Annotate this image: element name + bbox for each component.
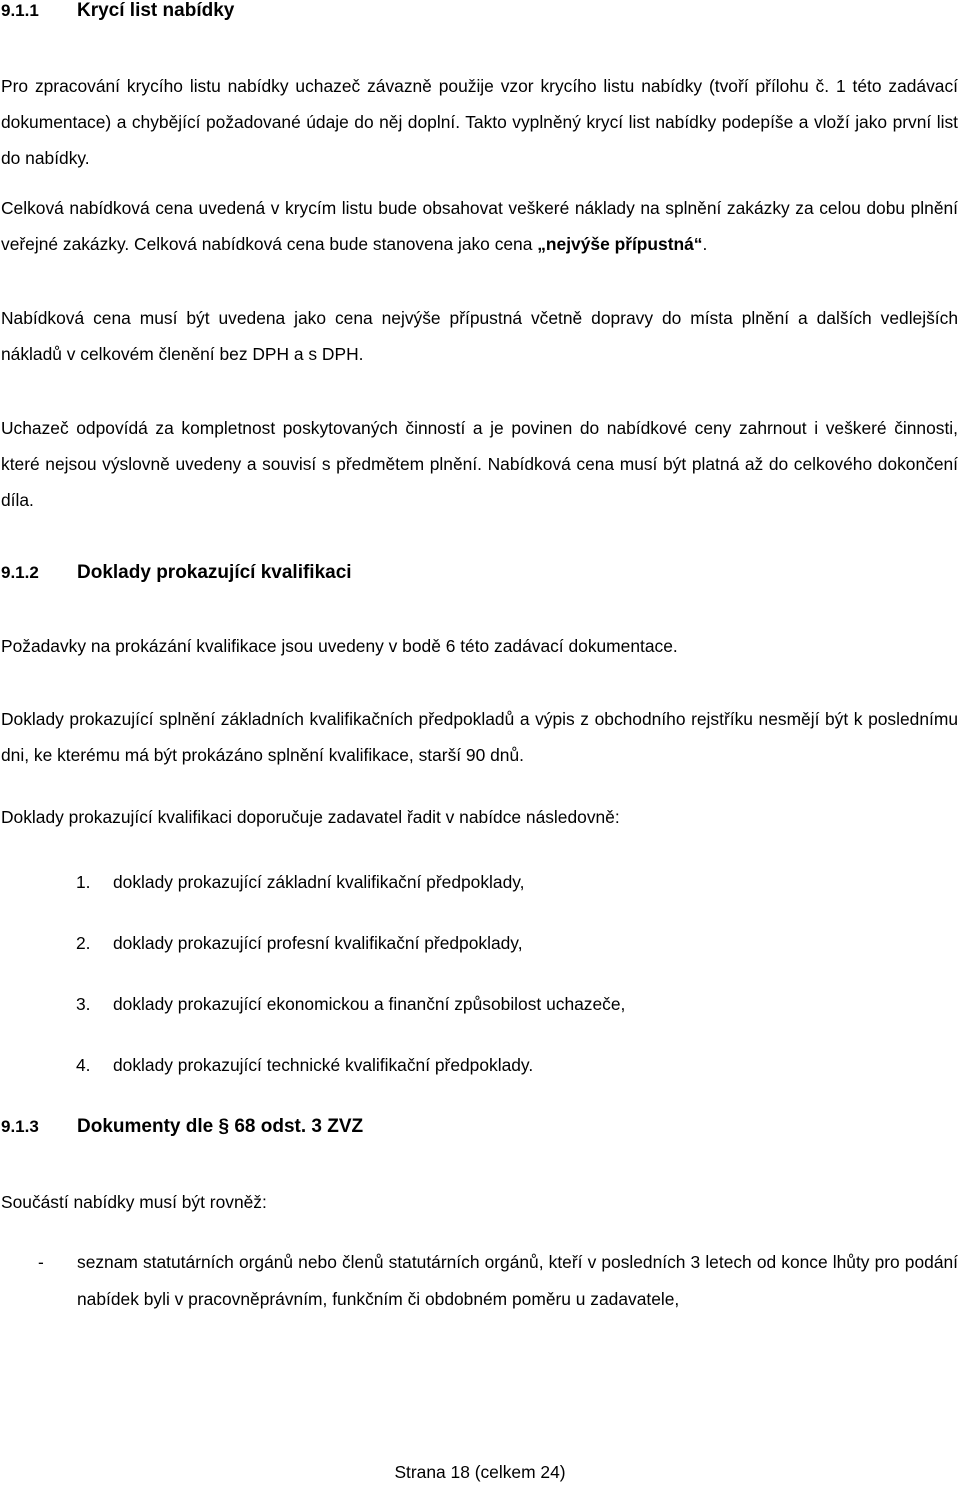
section-number: 9.1.3 xyxy=(1,1117,39,1136)
section-heading-9-1-3 xyxy=(1,1116,363,1138)
paragraph-text-end: . xyxy=(702,234,708,254)
section-number: 9.1.1 xyxy=(1,1,39,20)
paragraph-order-intro: Doklady prokazující kvalifikaci doporučuje zadavatel řadit v nabídce následovně: xyxy=(1,807,620,827)
list-number: 1. xyxy=(76,872,91,892)
paragraph-qualification-documents: Doklady prokazující splnění základních kvalifikačních předpokladů a výpis z obchodního rejstříku nesmějí být k poslednímu dni, ke kterému má být prokázáno splnění kvalifikace, starší 90 dnů. xyxy=(1,709,958,765)
section-number: 9.1.2 xyxy=(1,563,39,582)
paragraph-applicant-responsibility: Uchazeč odpovídá za kompletnost poskytovaných činností a je povinen do nabídkové ceny zahrnout i veškeré činnosti, které nejsou výslovně uvedeny a souvisí s předmětem plnění. Nabídková cena musí být platná až do celkového dokončení díla. xyxy=(1,418,958,510)
paragraph-cover-sheet: Pro zpracování krycího listu nabídky uchazeč závazně použije vzor krycího listu nabídky (tvoří přílohu č. 1 této zadávací dokumentace) a chybějící požadované údaje do něj doplní. Takto vyplněný krycí list nabídky podepíše a vloží jako první list do nabídky. xyxy=(1,76,958,168)
list-number: 4. xyxy=(76,1055,91,1075)
page-footer: Strana 18 (celkem 24) xyxy=(394,1462,566,1482)
bulleted-item-statutory-bodies: seznam statutárních orgánů nebo členů statutárních orgánů, kteří v posledních 3 letech od konce lhůty pro podání nabídek byli v pracovněprávním, funkčním či obdobném poměru u zadavatele, xyxy=(77,1252,958,1309)
list-item xyxy=(76,1055,533,1076)
list-text: doklady prokazující technické kvalifikační předpoklady. xyxy=(113,1055,534,1075)
list-text: doklady prokazující ekonomickou a finanční způsobilost uchazeče, xyxy=(113,994,626,1014)
section-heading-9-1-1 xyxy=(1,0,234,22)
dash-bullet: - xyxy=(38,1252,44,1272)
paragraph-also-include: Součástí nabídky musí být rovněž: xyxy=(1,1192,267,1212)
list-item xyxy=(76,872,524,893)
list-item xyxy=(76,933,523,954)
list-number: 3. xyxy=(76,994,91,1014)
section-heading-9-1-2 xyxy=(1,562,352,584)
paragraph-text: Celková nabídková cena uvedená v krycím listu bude obsahovat veškeré náklady na splnění zakázky za celou dobu plnění veřejné zakázky. Celková nabídková cena bude stanovena jako cena xyxy=(1,198,958,254)
paragraph-qualification-requirements: Požadavky na prokázání kvalifikace jsou uvedeny v bodě 6 této zadávací dokumentace. xyxy=(1,636,678,656)
section-title: Dokumenty dle § 68 odst. 3 ZVZ xyxy=(77,1116,364,1137)
paragraph-total-price xyxy=(1,190,958,262)
paragraph-price-incl-transport: Nabídková cena musí být uvedena jako cena nejvýše přípustná včetně dopravy do místa plnění a dalších vedlejších nákladů v celkovém členění bez DPH a s DPH. xyxy=(1,308,958,364)
emphasis-max-price: „nejvýše přípustná“ xyxy=(537,234,703,254)
list-number: 2. xyxy=(76,933,91,953)
section-title: Krycí list nabídky xyxy=(77,0,235,21)
list-text: doklady prokazující profesní kvalifikační předpoklady, xyxy=(113,933,523,953)
list-item xyxy=(76,994,625,1015)
section-title: Doklady prokazující kvalifikaci xyxy=(77,562,352,583)
list-text: doklady prokazující základní kvalifikační předpoklady, xyxy=(113,872,525,892)
